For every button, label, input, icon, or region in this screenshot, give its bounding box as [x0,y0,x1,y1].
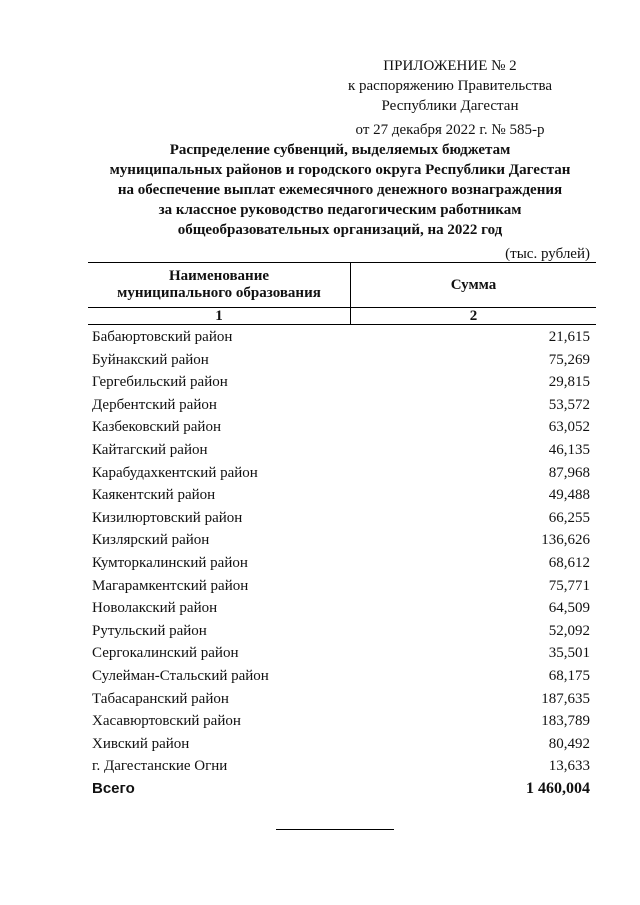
row-value: 183,789 [541,713,590,730]
column-number-2: 2 [469,308,478,324]
table-row [88,326,596,349]
row-value: 63,052 [548,419,590,436]
table-row [88,416,596,439]
row-value: 68,612 [548,554,590,571]
header-name-cell [88,263,351,307]
row-value: 75,269 [548,351,590,368]
title-line-2: муниципальных районов и городского округа Республики Дагестан [109,162,571,178]
total-value: 1 460,004 [526,779,590,797]
end-divider [276,829,394,830]
column-number-1: 1 [88,308,351,324]
row-name: Табасаранский район [92,690,229,707]
title-line-4: за классное руководство педагогическим работникам [158,202,522,218]
table-row [88,394,596,417]
header-name-line-1: Наименование [169,268,269,284]
total-label: Всего [92,779,135,797]
row-value: 136,626 [541,532,590,549]
row-name: Дербентский район [92,396,217,413]
header-name-line-2: муниципального образования [117,285,321,301]
row-name: Сулейман-Стальский район [92,667,269,684]
row-name: Кизлярский район [92,532,210,549]
row-name: Карабудахкентский район [92,464,258,481]
row-name: Рутульский район [92,622,207,639]
row-value: 75,771 [548,577,590,594]
row-name: Хасавюртовский район [92,713,241,730]
column-number-row [88,308,596,325]
table-total-row [88,778,596,801]
units-note: (тыс. рублей) [505,246,590,262]
row-name: Гергебильский район [92,374,228,391]
row-value: 53,572 [548,396,590,413]
row-value: 21,615 [548,329,590,345]
row-name: Новолакский район [92,600,218,617]
row-name: Бабаюртовский район [92,329,233,345]
row-value: 87,968 [548,464,590,481]
row-value: 13,633 [548,758,590,775]
table-body [88,326,596,800]
table-row [88,507,596,530]
row-value: 35,501 [548,645,590,662]
row-value: 46,135 [548,441,590,458]
title-line-5: общеобразовательных организаций, на 2022 год [177,222,503,238]
table-row [88,462,596,485]
row-name: г. Дагестанские Огни [92,758,228,775]
row-value: 49,488 [548,487,590,504]
row-name: Каякентский район [92,487,216,504]
table-row [88,620,596,643]
row-value: 29,815 [548,374,590,391]
table-row [88,529,596,552]
table-row [88,349,596,372]
table-row [88,484,596,507]
title-line-1: Распределение субвенций, выделяемых бюджетам [169,142,511,158]
table-row [88,597,596,620]
row-name: Кизилюртовский район [92,509,243,526]
title-line-3: на обеспечение выплат ежемесячного денежного вознаграждения [117,182,563,198]
row-value: 68,175 [548,667,590,684]
row-value: 80,492 [548,735,590,752]
table-row [88,439,596,462]
row-value: 187,635 [541,690,590,707]
table-row [88,688,596,711]
table-row [88,552,596,575]
row-value: 66,255 [548,509,590,526]
header-sum-cell: Сумма [450,276,497,293]
table-row [88,665,596,688]
table-row [88,710,596,733]
distribution-table [88,262,596,800]
row-value: 52,092 [548,622,590,639]
table-row [88,755,596,778]
row-name: Казбековский район [92,419,221,436]
row-name: Сергокалинский район [92,645,239,662]
row-name: Магарамкентский район [92,577,249,594]
appendix-block [320,56,580,140]
appendix-line-date: от 27 декабря 2022 г. № 585-р [355,122,545,138]
row-name: Буйнакский район [92,351,209,368]
table-row [88,371,596,394]
appendix-line-order: к распоряжению Правительства [347,78,552,94]
table-row [88,575,596,598]
table-row [88,733,596,756]
row-name: Кумторкалинский район [92,554,248,571]
row-value: 64,509 [548,600,590,617]
table-header [88,262,596,308]
document-title [60,140,620,240]
row-name: Кайтагский район [92,441,208,458]
table-row [88,642,596,665]
appendix-line-republic: Республики Дагестан [381,98,519,114]
row-name: Хивский район [92,735,190,752]
appendix-title: ПРИЛОЖЕНИЕ № 2 [383,58,517,74]
